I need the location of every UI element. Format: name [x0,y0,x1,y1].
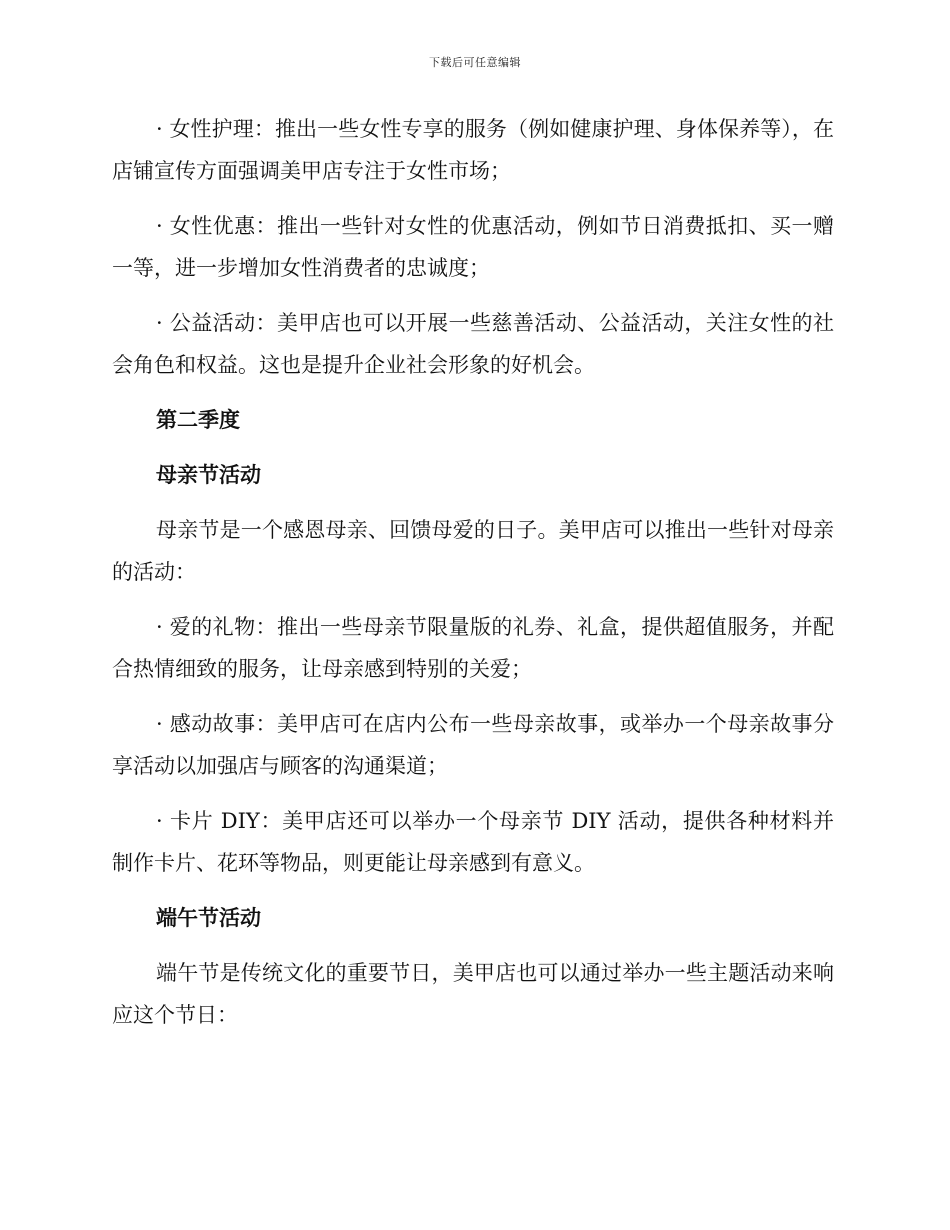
bullet-female-care: · 女性护理：推出一些女性专享的服务（例如健康护理、身体保养等），在店铺宣传方面强调美甲店专注于女性市场； [112,117,834,183]
document-body [112,108,834,1049]
subheading-mothers-day: 母亲节活动 [156,463,261,487]
bullet-charity: · 公益活动：美甲店也可以开展一些慈善活动、公益活动，关注女性的社会角色和权益。这也是提升企业社会形象的好机会。 [112,311,834,377]
section-heading-q2: 第二季度 [156,408,240,432]
bullet-female-discount: · 女性优惠：推出一些针对女性的优惠活动，例如节日消费抵扣、买一赠一等，进一步增加女性消费者的忠诚度； [112,214,834,280]
bullet-love-gift: · 爱的礼物：推出一些母亲节限量版的礼券、礼盒，提供超值服务，并配合热情细致的服务，让母亲感到特别的关爱； [112,615,834,681]
bullet-touching-story: · 感动故事：美甲店可在店内公布一些母亲故事，或举办一个母亲故事分享活动以加强店与顾客的沟通渠道； [112,712,834,778]
dragon-boat-intro: 端午节是传统文化的重要节日，美甲店也可以通过举办一些主题活动来响应这个节日： [112,961,834,1027]
mothers-day-intro: 母亲节是一个感恩母亲、回馈母爱的日子。美甲店可以推出一些针对母亲的活动： [112,518,834,584]
page-header: 下载后可任意编辑 [429,56,521,69]
bullet-card-diy: · 卡片 DIY：美甲店还可以举办一个母亲节 DIY 活动，提供各种材料并制作卡片、花环等物品，则更能让母亲感到有意义。 [112,809,834,875]
subheading-dragon-boat: 端午节活动 [156,906,261,930]
